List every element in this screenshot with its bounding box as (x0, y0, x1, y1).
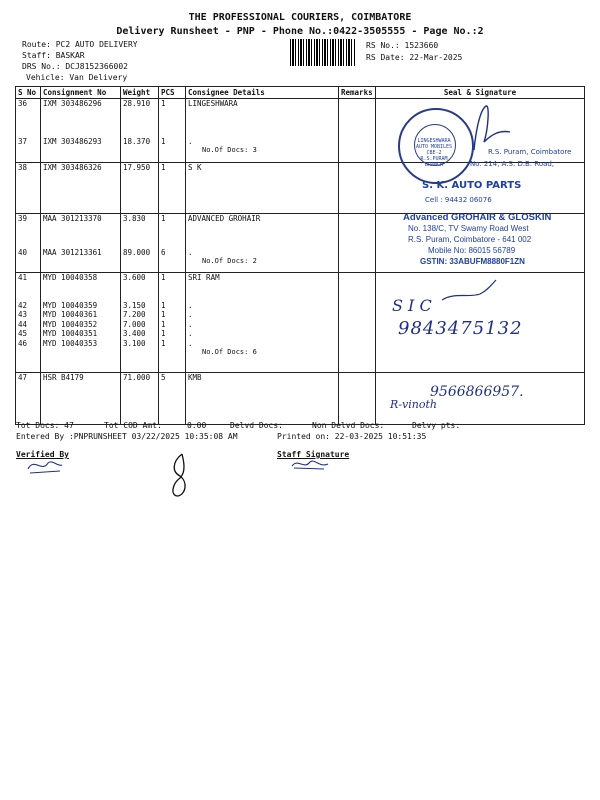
cell-sno: 40 (18, 247, 28, 257)
cell-weight: 7.200 (123, 310, 146, 319)
cell-consignee: S K (188, 163, 202, 172)
grohair-mobile: Mobile No: 86015 56789 (428, 246, 516, 255)
cell-weight: 3.100 (123, 338, 146, 348)
cell-weight: 7.000 (123, 319, 146, 329)
cell-weight: 3.830 (123, 214, 146, 223)
grohair-address-1: No. 138/C, TV Swamy Road West (408, 224, 529, 233)
vehicle-label: Vehicle: Van Delivery (26, 73, 128, 82)
cell-pcs: 1 (161, 329, 166, 338)
cell-weight: 3.600 (123, 273, 146, 282)
cell-weight: 3.400 (123, 329, 146, 338)
col-header-consignee: Consignee Details (186, 87, 339, 99)
barcode (290, 39, 356, 66)
cell-remarks (339, 99, 376, 163)
sk-phone: Cell : 94432 06076 (425, 196, 492, 204)
cell-consignment: MYD 10040359 (43, 300, 98, 310)
cell-dot: . (188, 329, 193, 338)
total-cod-amount: 0.00 (187, 421, 207, 430)
cell-sno: 36 (18, 99, 28, 108)
docs-count: No.Of Docs: 6 (202, 348, 257, 356)
cell-consignee: LINGESHWARA (188, 99, 238, 108)
cell-consignment: MYD 10040361 (43, 310, 98, 319)
cell-remarks (339, 163, 376, 214)
cell-pcs: 1 (161, 338, 166, 348)
cell-sno: 46 (18, 338, 28, 348)
cell-sno: 43 (18, 310, 28, 319)
cell-sno: 39 (18, 214, 28, 223)
cell-pcs: 1 (161, 136, 166, 146)
staff-signature (290, 456, 330, 472)
drs-number: DRS No.: DCJ8152366002 (22, 62, 128, 71)
staff-signature-label: Staff Signature (277, 450, 350, 459)
cell-weight: 17.950 (123, 163, 151, 172)
cell-sno: 38 (18, 163, 28, 172)
company-title: THE PROFESSIONAL COURIERS, COIMBATORE (188, 12, 412, 23)
cell-weight: 28.910 (123, 99, 151, 108)
cell-consignment: MYD 10040351 (43, 329, 98, 338)
total-cod-label: Tot COD Amt: (104, 421, 162, 430)
sriram-phone: 9843475132 (398, 318, 523, 339)
col-header-consignment: Consignment No (41, 87, 121, 99)
cell-pcs: 1 (161, 99, 166, 108)
cell-dot: . (188, 319, 193, 329)
cell-sno: 44 (18, 319, 28, 329)
cell-consignment: MYD 10040358 (43, 273, 98, 282)
cell-pcs: 1 (161, 273, 166, 282)
staff-label: Staff: BASKAR (22, 51, 85, 60)
docs-count: No.Of Docs: 3 (202, 146, 257, 154)
cell-pcs: 6 (161, 247, 166, 257)
cell-dot: . (188, 136, 193, 146)
docs-count: No.Of Docs: 2 (202, 257, 257, 265)
cell-consignment: IXM 303486326 (43, 163, 102, 172)
cell-consignee: ADVANCED GROHAIR (188, 214, 261, 223)
col-header-sno: S No (16, 87, 41, 99)
cell-remarks (339, 214, 376, 273)
rs-date: RS Date: 22-Mar-2025 (366, 53, 463, 62)
cell-pcs: 1 (161, 319, 166, 329)
cell-sno: 37 (18, 136, 28, 146)
cell-weight: 89.000 (123, 247, 151, 257)
cell-consignment: MYD 10040352 (43, 319, 98, 329)
cell-remarks (339, 273, 376, 373)
grohair-gstin: GSTIN: 33ABUFM8880F1ZN (420, 257, 525, 266)
table-header-row (16, 87, 585, 99)
delivery-points: Delvy pts: (412, 421, 461, 430)
cell-consignment: HSR B4179 (43, 373, 84, 382)
cell-pcs: 1 (161, 300, 166, 310)
cell-sno: 47 (18, 373, 28, 382)
cell-consignee: KMB (188, 373, 202, 382)
total-docs: Tot Docs: 47 (16, 421, 74, 430)
cell-dot: . (188, 247, 193, 257)
verified-by-signature (24, 455, 64, 477)
cell-weight: 3.150 (123, 300, 146, 310)
cell-weight: 71.000 (123, 373, 151, 382)
kmb-phone: 9566866957. (430, 384, 524, 400)
grohair-name: Advanced GROHAIR & GLOSKIN (403, 212, 552, 223)
grohair-address-2: R.S. Puram, Coimbatore - 641 002 (408, 235, 532, 244)
cell-remarks (339, 373, 376, 425)
cell-sno: 45 (18, 329, 28, 338)
cell-consignment: MYD 10040353 (43, 338, 98, 348)
col-header-weight: Weight (121, 87, 159, 99)
sriram-signature-stroke (440, 278, 500, 306)
col-header-remarks: Remarks (339, 87, 376, 99)
printed-on: Printed on: 22-03-2025 10:51:35 (277, 432, 427, 441)
col-header-pcs: PCS (159, 87, 186, 99)
handwritten-mark (164, 452, 194, 500)
cell-pcs: 1 (161, 310, 166, 319)
cell-pcs: 1 (161, 163, 166, 172)
cell-dot: . (188, 300, 193, 310)
cell-pcs: 1 (161, 214, 166, 223)
sk-address-line-2: R.S. Puram, Coimbatore (488, 148, 572, 156)
cell-consignment: MAA 301213370 (43, 214, 102, 223)
cell-consignment: MAA 301213361 (43, 247, 102, 257)
cell-consignment: IXM 303486296 (43, 99, 102, 108)
cell-sno: 41 (18, 273, 28, 282)
route-label: Route: PC2 AUTO DELIVERY (22, 40, 138, 49)
delivered-docs: Delvd Docs: (230, 421, 283, 430)
cell-sno: 42 (18, 300, 28, 310)
runsheet-subtitle: Delivery Runsheet - PNP - Phone No.:0422-3505555 - Page No.:2 (116, 26, 484, 37)
cell-weight: 18.370 (123, 136, 151, 146)
verified-by-label: Verified By (16, 450, 69, 459)
sk-address-line-1: No. 214, A.S. D.B. Road, (470, 160, 555, 168)
sk-name: S. K. AUTO PARTS (422, 180, 522, 191)
cell-consignment: IXM 303486293 (43, 136, 102, 146)
rs-number: RS No.: 1523660 (366, 41, 439, 50)
kmb-signature: R-vinoth (390, 398, 437, 411)
cell-consignee: SRI RAM (188, 273, 220, 282)
entered-by: Entered By :PNPRUNSHEET 03/22/2025 10:35:08 AM (16, 432, 238, 441)
non-delivered-docs: Non Delvd Docs: (312, 421, 385, 430)
cell-dot: . (188, 338, 193, 348)
cell-dot: . (188, 310, 193, 319)
col-header-seal: Seal & Signature (376, 87, 585, 99)
cell-pcs: 5 (161, 373, 166, 382)
seal-text: LINGESHWARA AUTO MOBILES CBE-2 R.S.PURAM BRANCH (415, 138, 453, 168)
sriram-signature: S I C (392, 296, 432, 315)
